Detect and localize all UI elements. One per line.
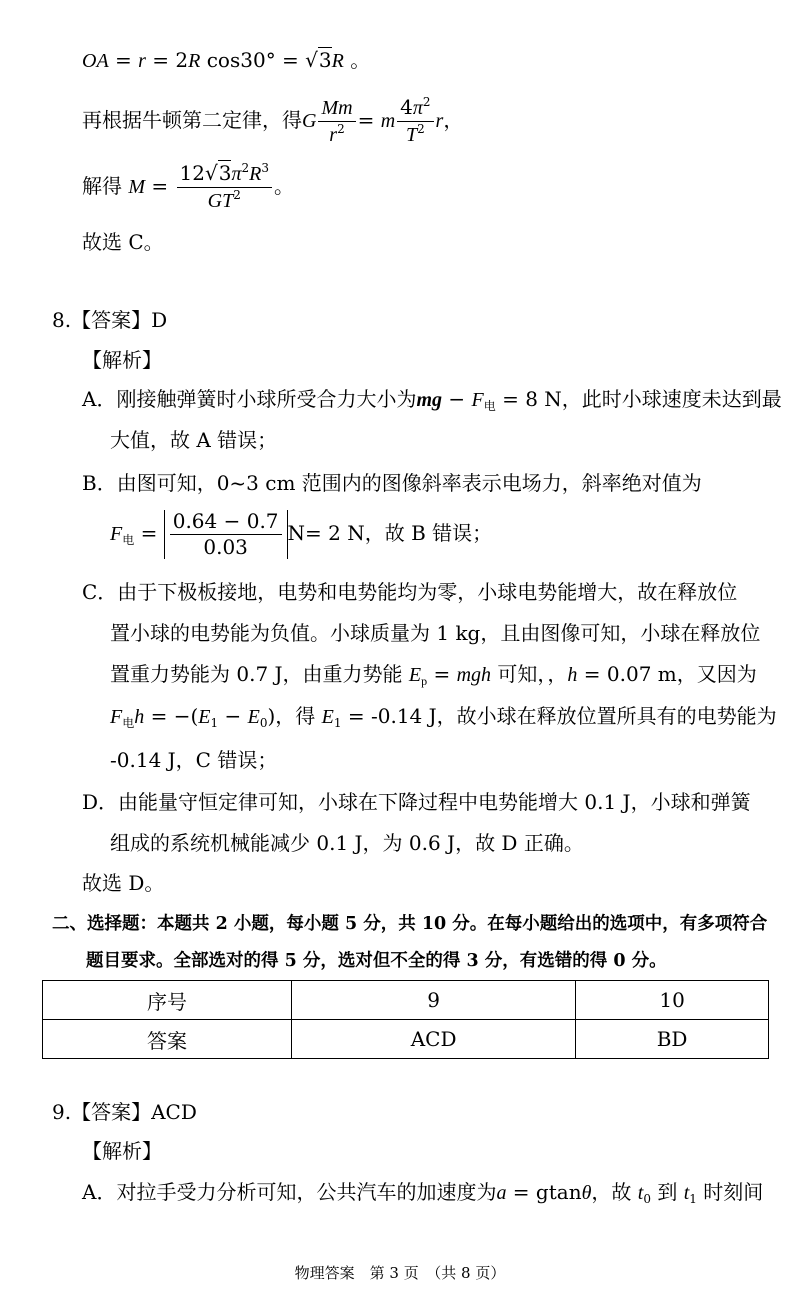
table-cell: BD (576, 1020, 769, 1059)
q8-option-b-line2: $F_电$ = $\frac{0.64 - 0.7}{0.03}$ N= 2 N，故 B 错误； (110, 509, 493, 559)
q9-a-mid: ，故 (591, 1180, 632, 1204)
table-header-row (43, 981, 769, 1020)
section2-heading-line1: 二、选择题：本题共 2 小题，每小题 5 分，共 10 分。在每小题给出的选项中，有多项符合 (52, 914, 768, 934)
newton-law-prefix: 再根据牛顿第二定律，得 (82, 108, 302, 132)
q9-analysis-label: 【解析】 (82, 1139, 162, 1163)
solve-mass-line: 解得 M = $\frac{12√3\pi^2R^3}{GT^2}$ 。 (82, 161, 294, 212)
q9-a-pre: A．对拉手受力分析可知，公共汽车的加速度为 (82, 1180, 497, 1204)
q8-option-a-line1: A．刚接触弹簧时小球所受合力大小为mg − $F_电 = 8$ N，此时小球速度未达到最 (82, 387, 782, 413)
table-cell: 10 (576, 981, 769, 1020)
q8-option-c-line4: $F_电h = -(E_1 - E_0)$，得 $E_1 = -0.14$ J，故小球在释放位置所具有的电势能为 (110, 704, 777, 730)
q8-option-c-line5: -0.14 J，C 错误； (110, 748, 278, 772)
q8-option-d-line1: D．由能量守恒定律可知，小球在下降过程中电势能增大 0.1 J，小球和弹簧 (82, 790, 751, 814)
q8-c3-c: = 0.07 m，又因为 (583, 662, 757, 686)
q8-option-b-line1: B．由图可知，0~3 cm 范围内的图像斜率表示电场力，斜率绝对值为 (82, 471, 702, 495)
answer-table (42, 980, 769, 1059)
q9-title: 9.【答案】ACD (52, 1100, 197, 1124)
formula-oa: OA = r = 2R cos30° = √3R 。 (82, 48, 371, 72)
q8-a-text: A．刚接触弹簧时小球所受合力大小为 (82, 387, 417, 411)
table-cell: 9 (292, 981, 576, 1020)
q8-analysis-label: 【解析】 (82, 348, 162, 372)
page-footer: 物理答案 第 3 页 （共 8 页） (294, 1264, 506, 1282)
solve-mass-suffix: 。 (273, 174, 294, 198)
q8-title: 8.【答案】D (52, 308, 168, 332)
q8-c3-b: 可知， (497, 662, 548, 686)
q8-b-fraction-den: 0.03 (203, 535, 248, 559)
q8-option-c-line1: C．由于下极板接地，电势和电势能均为零，小球电势能增大，故在释放位 (82, 580, 738, 604)
table-row (43, 1020, 769, 1059)
q8-option-a-line2: 大值，故 A 错误； (110, 428, 278, 452)
q8-option-c-line3: 置重力势能为 0.7 J，由重力势能 $E_p$ = mgh 可知，，h = 0.07 m，又因为 (110, 662, 757, 688)
q8-option-d-line2: 组成的系统机械能减少 0.1 J，为 0.6 J，故 D 正确。 (110, 831, 584, 855)
line1-period: 。 (350, 48, 371, 72)
table-cell: ACD (292, 1020, 576, 1059)
section2-heading-line2: 题目要求。全部选对的得 5 分，选对但不全的得 3 分，有选错的得 0 分。 (86, 951, 667, 971)
q7-conclusion: 故选 C。 (82, 230, 164, 254)
table-cell: 答案 (43, 1020, 292, 1059)
q8-option-c-line2: 置小球的电势能为负值。小球质量为 1 kg，且由图像可知，小球在释放位 (110, 621, 761, 645)
q9-option-a-line1: A．对拉手受力分析可知，公共汽车的加速度为a = gtanθ，故 $t_0$ 到 $t_1$ 时刻间 (82, 1180, 764, 1206)
q8-conclusion: 故选 D。 (82, 871, 165, 895)
q8-a-text-post: 8 N，此时小球速度未达到最 (525, 387, 782, 411)
q8-c3-a: 置重力势能为 0.7 J，由重力势能 (110, 662, 403, 686)
q9-a-to: 到 (657, 1180, 678, 1204)
solve-mass-prefix: 解得 (82, 174, 122, 198)
q8-b-fraction-num: 0.64 − 0.7 (170, 510, 282, 535)
q8-c4-b: = -0.14 J，故小球在释放位置所具有的电势能为 (347, 704, 777, 728)
newton-law-line: 再根据牛顿第二定律，得G $\frac{Mm}{r^2}$ = m $\frac{4\pi^2}{T^2}$ r， (82, 95, 464, 146)
table-cell: 序号 (43, 981, 292, 1020)
q8-b-result: N= 2 N，故 B 错误； (287, 521, 493, 545)
q8-c4-a: ，得 (275, 704, 316, 728)
q9-a-post: 时刻间 (703, 1180, 764, 1204)
